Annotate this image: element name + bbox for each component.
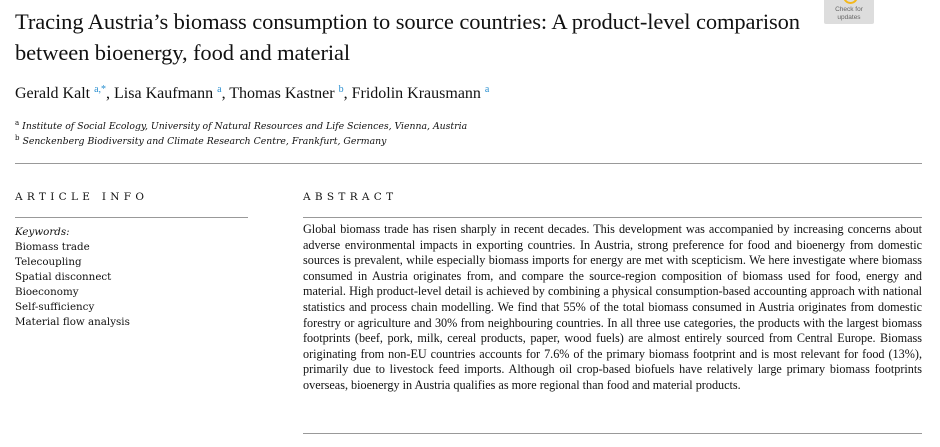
- keyword: Bioeconomy: [15, 286, 79, 298]
- author-affiliation-mark[interactable]: a,*: [94, 84, 107, 95]
- keyword: Telecoupling: [15, 256, 82, 268]
- keyword: Self-sufficiency: [15, 301, 95, 313]
- author-list: Gerald Kalt $^{a,*}$, Lisa Kaufmann $^a$, Thomas Kastner $^b$, Fridolin Krausmann $^a$: [15, 84, 490, 102]
- keywords-list: [15, 225, 130, 330]
- abstract-heading: ABSTRACT: [303, 191, 398, 203]
- paper-title: Tracing Austria’s biomass consumption to source countries: A product-level comparison between bioenergy, food and material: [15, 9, 800, 65]
- divider: [15, 163, 922, 164]
- keyword: Biomass trade: [15, 241, 90, 253]
- divider: [15, 217, 248, 218]
- divider: [303, 217, 922, 218]
- author-affiliation-mark[interactable]: a: [484, 84, 490, 95]
- affiliation-mark: b: [15, 134, 20, 142]
- divider: [303, 433, 922, 434]
- author[interactable]: Lisa Kaufmann: [114, 85, 214, 102]
- abstract-text: Global biomass trade has risen sharply in recent decades. This development was accompanied by increasing concerns about adverse environmental impacts in exporting countries. In Austria, strong preference for food and bioenergy from domestic sources is prevalent, while especially biomass imports for energy are met with scepticism. We here investigate where biomass consumed in Austria originates from, and compare the source-region composition of biomass used for food, energy and material. High product-level detail is achieved by combining a physical consumption-based accounting approach with national statistics and process chain modelling. We find that 55% of the total biomass consumed in Austria originates from domestic forestry or agriculture and 30% from neighbouring countries. In all three use categories, the products with the largest biomass footprints (beef, pork, milk, cereal products, paper, wood fuels) are almost entirely sourced from Central Europe. Biomass originating from non-EU countries accounts for 7.6% of the primary biomass footprint and is most relevant for food (13%), primarily due to livestock feed imports. Although oil crop-based biofuels have relatively large primary biomass footprints overseas, bioenergy in Austria qualifies as more regional than food and material products.: [303, 222, 922, 392]
- check-for-updates-button[interactable]: [824, 0, 874, 24]
- affiliation-text: Institute of Social Ecology, University of Natural Resources and Life Sciences, Vienna, Austria: [22, 121, 468, 133]
- article-info-heading: ARTICLE INFO: [15, 191, 149, 203]
- affiliation: [15, 119, 467, 132]
- updates-icon: [843, 0, 858, 4]
- affiliation-mark: a: [15, 119, 20, 127]
- keywords-label: Keywords:: [15, 226, 70, 238]
- author[interactable]: Fridolin Krausmann: [351, 85, 481, 102]
- author-affiliation-mark[interactable]: b: [338, 84, 344, 95]
- author-affiliation-mark[interactable]: a: [217, 84, 222, 95]
- affiliation-text: Senckenberg Biodiversity and Climate Research Centre, Frankfurt, Germany: [22, 136, 387, 148]
- author[interactable]: Thomas Kastner: [229, 85, 335, 102]
- affiliation: [15, 134, 386, 147]
- author[interactable]: Gerald Kalt: [15, 85, 91, 102]
- keyword: Spatial disconnect: [15, 271, 112, 283]
- badge-label: Check for updates: [835, 6, 863, 21]
- keyword: Material flow analysis: [15, 316, 130, 328]
